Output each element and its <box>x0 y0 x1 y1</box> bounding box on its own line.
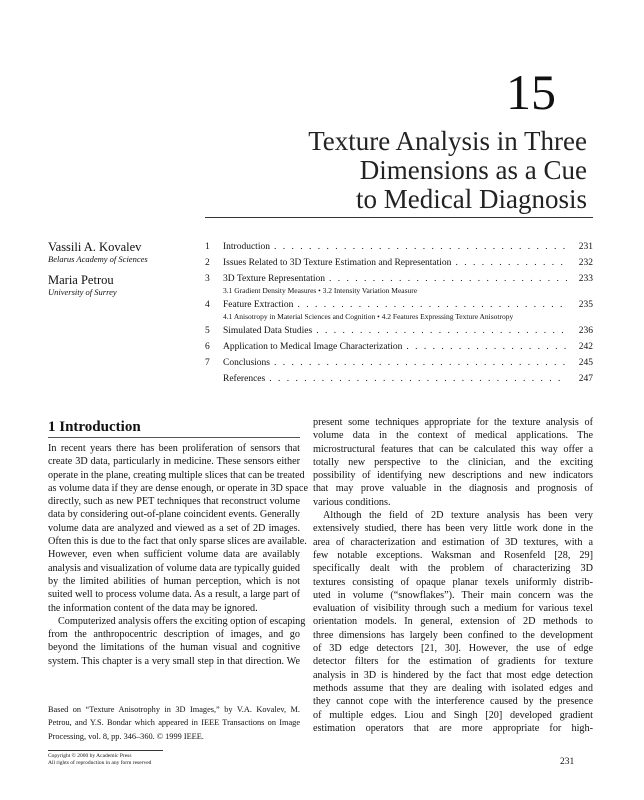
text-line: estimation operators that are more appropriate for high- <box>313 722 593 734</box>
chapter-title <box>187 127 587 214</box>
toc-subsections: 4.1 Anisotropy in Material Sciences and Cognition • 4.2 Features Expressing Texture Anisotropy <box>223 312 514 321</box>
footnote <box>48 703 300 743</box>
text-line: possibility of identifying new descriptions and new indicators <box>313 470 593 482</box>
toc-entry <box>205 341 593 353</box>
text-line: by the limited abilities of human perception, which is not <box>48 575 300 587</box>
text-line: area of characterization and estimation of 3D textures, with a <box>313 536 593 548</box>
author-name: Vassili A. Kovalev <box>48 240 142 254</box>
text-line: analysis and visualization of volume data are typically guided <box>48 562 300 574</box>
text-line: analysis in 3D is hindered by the fact that most edge detection <box>313 669 593 681</box>
section-heading: 1 Introduction <box>48 419 141 435</box>
chapter-number: 15 <box>506 64 556 120</box>
text-line: totally new perspective to the clinician, and the exciting <box>313 456 593 468</box>
toc-leader <box>316 325 567 337</box>
toc-number: 4 <box>205 300 210 310</box>
text-line: they cannot cope with the interference caused by the presence <box>313 696 593 708</box>
toc-number <box>205 373 223 385</box>
footer-rule <box>48 750 163 751</box>
page-number: 231 <box>560 757 575 767</box>
text-line: Often this is due to the fact that only sparse slices are available. <box>48 536 307 548</box>
text-line: beyond the limitations of the human visual and cognitive <box>48 642 300 654</box>
text-line: uted in volume (“snowflakes”). Their main concern was the <box>313 589 593 601</box>
table-of-contents <box>205 241 593 389</box>
toc-label: 3D Texture Representation <box>223 274 326 284</box>
toc-label: Feature Extraction <box>223 300 294 310</box>
text-line: detector filters for the estimation of gradients for texture <box>313 656 593 668</box>
toc-number: 7 <box>205 358 210 368</box>
toc-label: Simulated Data Studies <box>223 326 313 336</box>
toc-label: References <box>223 374 266 384</box>
toc-page: 233 <box>578 274 593 284</box>
text-line: of multiple edges. Liou and Singh [20] developed gradient <box>313 709 593 721</box>
copyright-line: All rights of reproduction in any form reserved <box>48 760 152 766</box>
text-line: Although the field of 2D texture analysis has been very <box>323 510 593 522</box>
toc-number: 2 <box>205 258 210 268</box>
toc-leader <box>274 241 567 253</box>
text-line: textures consisting of opaque planar texels uniformly distrib- <box>313 576 593 588</box>
toc-leader <box>406 341 567 353</box>
text-line: Computerized analysis offers the exciting option of escaping <box>58 615 306 627</box>
toc-label: Conclusions <box>223 358 270 368</box>
right-column <box>313 416 593 735</box>
text-line: specifically dealt with the problem of characterizing 3D <box>313 563 593 575</box>
toc-leader <box>329 273 567 285</box>
toc-leader <box>269 373 567 385</box>
text-line: operate in the plane, creating multiple slices that can be treated <box>48 469 305 481</box>
toc-page: 235 <box>578 300 593 310</box>
toc-entry <box>205 273 593 285</box>
toc-entry <box>205 357 593 369</box>
text-line: Based on “Texture Anisotrophy in 3D Images,” by V.A. Kovalev, M. <box>48 705 300 714</box>
text-line: the information content of the data may be ignored. <box>48 602 258 614</box>
text-line: volume data are analyzed and viewed as a set of 2D images. <box>48 522 300 534</box>
text-line: volume data in the context of medical applications. The <box>313 430 593 442</box>
text-line: directly, such as new PET techniques that reconstruct volume <box>48 496 300 508</box>
text-line: three dimensions has largely been confined to the development <box>313 629 593 641</box>
text-line: that may prove valuable in the diagnosis and prognosis of <box>313 483 593 495</box>
toc-label: Introduction <box>223 242 270 252</box>
toc-label: Application to Medical Image Characterization <box>223 342 403 352</box>
left-column <box>48 442 308 668</box>
text-line: system. This chapter is a very small step in that direction. We <box>48 655 300 667</box>
text-line: evaluation of visibility through such a medium for various texel <box>313 603 593 615</box>
toc-page: 232 <box>578 258 593 268</box>
text-line: from the anthropocentric description of images, and go <box>48 629 300 641</box>
copyright-line: Copyright © 2000 by Academic Press <box>48 753 132 759</box>
toc-number: 5 <box>205 326 210 336</box>
text-line: orientation models. In general, extension of 2D methods to <box>313 616 593 628</box>
text-line: methods assume that they are dealing with isolated edges and <box>313 682 593 694</box>
toc-number: 1 <box>205 242 210 252</box>
author-affiliation: Belarus Academy of Sciences <box>48 254 148 264</box>
toc-number: 3 <box>205 274 210 284</box>
toc-entry <box>205 325 593 337</box>
toc-label: Issues Related to 3D Texture Estimation and Representation <box>223 258 452 268</box>
text-line: However, even when sufficient volume data are availably <box>48 549 300 561</box>
text-line: as volume data if they are dense enough, or operate in 3D space <box>48 482 308 494</box>
toc-page: 231 <box>578 242 593 252</box>
toc-entry <box>205 257 593 269</box>
text-line: Petrou, and Y.S. Bondar which appeared in IEEE Transactions on Image <box>48 718 300 728</box>
toc-subsections: 3.1 Gradient Density Measures • 3.2 Intensity Variation Measure <box>223 286 418 295</box>
author-block <box>48 240 148 298</box>
toc-entry <box>205 373 593 385</box>
toc-leader <box>455 257 567 269</box>
author-affiliation: University of Surrey <box>48 287 117 297</box>
text-line: create 3D data, particularly in medicine. These sensors either <box>48 456 300 468</box>
toc-number: 6 <box>205 342 210 352</box>
toc-page: 242 <box>578 342 593 352</box>
text-line: of 3D edge detectors [21, 30]. However, the use of edge <box>313 643 593 655</box>
text-line: In recent years there has been proliferation of sensors that <box>48 443 300 454</box>
text-line: various conditions. <box>313 496 391 508</box>
toc-page: 236 <box>578 326 593 336</box>
toc-entry <box>205 241 593 253</box>
text-line: few notable exceptions. Waksman and Rosenfeld [28, 29] <box>313 549 593 561</box>
text-line: extensively studied, there has been very little work done in the <box>313 523 593 535</box>
title-rule <box>205 217 593 218</box>
text-line: suited well to process volume data. As a result, a large part of <box>48 589 300 601</box>
text-line: Processing, vol. 8, pp. 346–360. © 1999 IEEE. <box>48 731 204 741</box>
title-line: Texture Analysis in Three <box>308 126 587 156</box>
toc-leader <box>274 357 567 369</box>
toc-page: 247 <box>578 374 593 384</box>
toc-page: 245 <box>578 358 593 368</box>
title-line: Dimensions as a Cue <box>359 155 587 185</box>
text-line: data by considering out-of-plane coincident events. Generally <box>48 509 300 521</box>
author-name: Maria Petrou <box>48 273 114 287</box>
copyright-notice <box>48 753 151 767</box>
toc-entry <box>205 299 593 311</box>
text-line: present some techniques appropriate for the texture analysis of <box>313 417 593 428</box>
title-line: to Medical Diagnosis <box>356 184 587 214</box>
section-rule <box>48 437 300 438</box>
toc-leader <box>297 299 567 311</box>
text-line: microstructural features that can be calculated this way offer a <box>313 443 593 455</box>
